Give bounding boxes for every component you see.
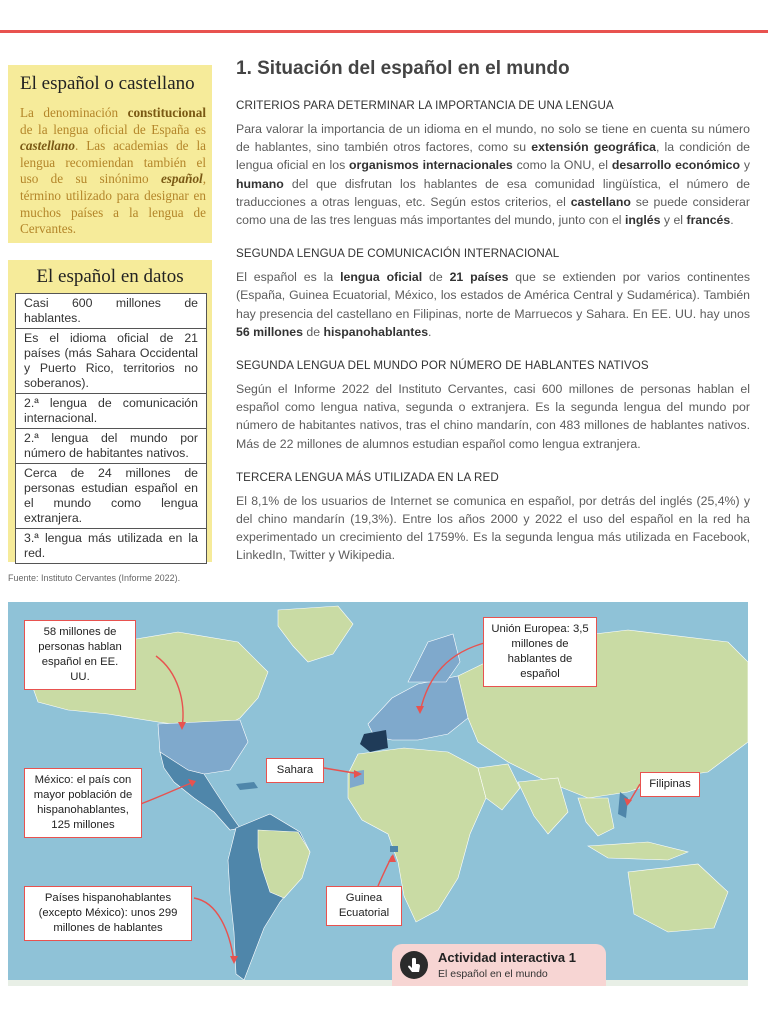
callout-sahara: Sahara [266,758,324,783]
actividad-title: Actividad interactiva 1 [438,950,576,965]
box-title: El español en datos [36,266,184,287]
page-title: 1. Situación del español en el mundo [236,58,570,79]
box-text: La denominación constitucional de la lengua oficial de España es castellano. Las academias de la lengua recomiendan también el uso de su sinónimo español, término utilizado para designar en muchos países a la lengua de Cervantes. [20,105,206,237]
section-heading: SEGUNDA LENGUA DE COMUNICACIÓN INTERNACIONAL [236,247,560,261]
section-paragraph: Según el Informe 2022 del Instituto Cervantes, casi 600 millones de personas hablan el español como lengua nativa, segunda o extranjera. Es la segunda lengua del mundo por número de habitantes nativos, tras el chino mandarín, con 483 millones de hablantes nativos. Más de 22 millones de alumnos estudian español como lengua extranjera. [236,382,750,451]
callout-filipinas: Filipinas [640,772,700,797]
datos-row: 2.ª lengua de comunicación internacional. [16,394,206,429]
section-heading: TERCERA LENGUA MÁS UTILIZADA EN LA RED [236,470,499,484]
box-title: El español o castellano [20,73,195,94]
hand-pointer-icon [400,951,428,979]
datos-row: Casi 600 millones de hablantes. [16,294,206,329]
callout-guinea: Guinea Ecuatorial [326,886,402,926]
section-heading: CRITERIOS PARA DETERMINAR LA IMPORTANCIA DE UNA LENGUA [236,99,614,112]
section-heading: SEGUNDA LENGUA DEL MUNDO POR NÚMERO DE HABLANTES NATIVOS [236,359,649,373]
datos-table [15,293,207,564]
main-article [236,58,750,565]
datos-row: Cerca de 24 millones de personas estudian español en el mundo como lengua extranjera. [16,464,206,529]
top-rule [0,30,768,33]
datos-row: Es el idioma oficial de 21 países (más Sahara Occidental y Puerto Rico, territorios no soberanos). [16,329,206,394]
callout-paises: Países hispanohablantes (excepto México): unos 299 millones de hablantes [24,886,192,941]
callout-union-europea: Unión Europea: 3,5 millones de hablantes de español [483,617,597,687]
callout-eeuu: 58 millones de personas hablan español en EE. UU. [24,620,136,690]
source-note: Fuente: Instituto Cervantes (Informe 2022). [8,573,181,583]
actividad-subtitle: El español en el mundo [438,968,548,980]
callout-mexico: México: el país con mayor población de hispanohablantes, 125 millones [24,768,142,838]
actividad-interactiva-button[interactable] [392,944,606,986]
datos-row: 2.ª lengua del mundo por número de habitantes nativos. [16,429,206,464]
sidebar-box-datos [8,260,212,562]
datos-row: 3.ª lengua más utilizada en la red. [24,531,198,560]
section-paragraph: El 8,1% de los usuarios de Internet se comunica en español, por detrás del inglés (25,4%) y del chino mandarín (19,3%). Entre los años 2000 y 2022 el uso del español en la red ha experimentado un crecimiento del 1759%. Es la segunda lengua más utilizada en Facebook, LinkedIn, Twitter y Wikipedia. [236,493,750,563]
section-paragraph: Para valorar la importancia de un idioma en el mundo, no solo se tiene en cuenta su número de hablantes, sino también otros factores, como su extensión geográfica, la condición de lengua oficial en los organismos internacionales como la ONU, el desarrollo económico y humano del que disfrutan los hablantes de esa comunidad lingüística, el número de traducciones a otras lenguas, etc. Según estos criterios, el castellano se puede considerar como una de las tres lenguas más importantes del mundo, junto con el inglés y el francés. [236,122,750,228]
section-paragraph: El español es la lengua oficial de 21 países que se extienden por varios continentes (España, Guinea Ecuatorial, México, los estados de América Central y Sudamérica). También hay presencia del castellano en Filipinas, norte de Marruecos y Sahara. En EE. UU. hay unos 56 millones de hispanohablantes. [236,270,750,339]
sidebar-box-castellano [8,65,212,243]
